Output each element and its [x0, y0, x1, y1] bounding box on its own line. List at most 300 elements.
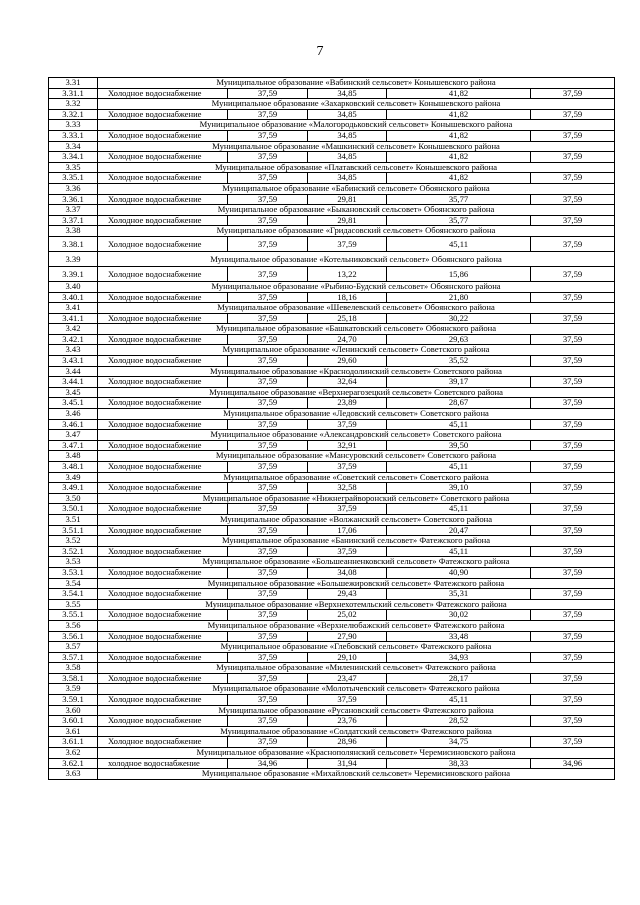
row-number: 3.59.1 — [49, 695, 98, 706]
table-row — [49, 266, 615, 281]
service-name: Холодное водоснабжение — [98, 356, 228, 367]
municipality-title: Муниципальное образование «Мансуровский сельсовет» Советского района — [98, 451, 615, 462]
table-row — [49, 313, 615, 324]
table-row — [49, 758, 615, 769]
municipality-title: Муниципальное образование «Бабинский сельсовет» Обоянского района — [98, 183, 615, 194]
row-number: 3.51 — [49, 514, 98, 525]
tariff-value-1: 37,59 — [228, 292, 308, 303]
tariff-value-4: 37,59 — [531, 194, 615, 205]
row-number: 3.60.1 — [49, 716, 98, 727]
tariff-value-4: 37,59 — [531, 462, 615, 473]
row-number: 3.33 — [49, 120, 98, 131]
section-header-row — [49, 183, 615, 194]
row-number: 3.44 — [49, 366, 98, 377]
municipality-title: Муниципальное образование «Верхнехотемльский сельсовет» Фатежского района — [98, 599, 615, 610]
row-number: 3.34 — [49, 141, 98, 152]
tariff-value-1: 37,59 — [228, 266, 308, 281]
table-row — [49, 173, 615, 184]
row-number: 3.56.1 — [49, 631, 98, 642]
tariff-value-4: 37,59 — [531, 334, 615, 345]
municipality-title: Муниципальное образование «Банинский сельсовет» Фатежского района — [98, 536, 615, 547]
tariff-value-2: 28,96 — [308, 737, 387, 748]
row-number: 3.44.1 — [49, 377, 98, 388]
row-number: 3.54 — [49, 578, 98, 589]
row-number: 3.53 — [49, 557, 98, 568]
tariff-value-3: 41,82 — [387, 152, 531, 163]
tariff-value-3: 28,67 — [387, 398, 531, 409]
tariff-value-2: 37,59 — [308, 546, 387, 557]
municipality-title: Муниципальное образование «Шевелевский сельсовет» Обоянского района — [98, 303, 615, 314]
section-header-row — [49, 536, 615, 547]
tariff-value-3: 41,82 — [387, 173, 531, 184]
tariff-value-4: 37,59 — [531, 737, 615, 748]
tariff-value-1: 37,59 — [228, 440, 308, 451]
municipality-title: Муниципальное образование «Русановский сельсовет» Фатежского района — [98, 705, 615, 716]
tariff-value-3: 33,48 — [387, 631, 531, 642]
row-number: 3.39 — [49, 251, 98, 266]
tariff-value-1: 37,59 — [228, 525, 308, 536]
tariff-value-4: 34,96 — [531, 758, 615, 769]
row-number: 3.62 — [49, 748, 98, 759]
tariff-value-2: 37,59 — [308, 504, 387, 515]
tariff-value-1: 37,59 — [228, 152, 308, 163]
tariff-value-1: 37,59 — [228, 673, 308, 684]
row-number: 3.58 — [49, 663, 98, 674]
tariff-value-2: 31,94 — [308, 758, 387, 769]
tariff-value-3: 40,90 — [387, 567, 531, 578]
table-row — [49, 356, 615, 367]
service-name: Холодное водоснабжение — [98, 483, 228, 494]
municipality-title: Муниципальное образование «Глебовский сельсовет» Фатежского района — [98, 642, 615, 653]
tariff-value-4: 37,59 — [531, 440, 615, 451]
tariff-value-1: 37,59 — [228, 236, 308, 251]
municipality-title: Муниципальное образование «Ледовский сельсовет» Советского района — [98, 409, 615, 420]
section-header-row — [49, 303, 615, 314]
service-name: Холодное водоснабжение — [98, 313, 228, 324]
tariff-value-1: 34,96 — [228, 758, 308, 769]
tariff-value-1: 37,59 — [228, 462, 308, 473]
section-header-row — [49, 324, 615, 335]
municipality-title: Муниципальное образование «Молотычевский сельсовет» Фатежского района — [98, 684, 615, 695]
row-number: 3.37 — [49, 205, 98, 216]
tariff-value-1: 37,59 — [228, 215, 308, 226]
row-number: 3.50 — [49, 493, 98, 504]
row-number: 3.52 — [49, 536, 98, 547]
tariff-value-2: 29,81 — [308, 194, 387, 205]
service-name: Холодное водоснабжение — [98, 130, 228, 141]
service-name: Холодное водоснабжение — [98, 292, 228, 303]
tariff-value-1: 37,59 — [228, 567, 308, 578]
row-number: 3.49 — [49, 472, 98, 483]
section-header-row — [49, 493, 615, 504]
row-number: 3.48.1 — [49, 462, 98, 473]
section-header-row — [49, 120, 615, 131]
tariff-value-1: 37,59 — [228, 88, 308, 99]
tariff-value-1: 37,59 — [228, 483, 308, 494]
tariff-value-2: 34,85 — [308, 130, 387, 141]
tariff-value-1: 37,59 — [228, 589, 308, 600]
table-row — [49, 130, 615, 141]
row-number: 3.38 — [49, 226, 98, 237]
table-row — [49, 334, 615, 345]
municipality-title: Муниципальное образование «Ленинский сельсовет» Советского района — [98, 345, 615, 356]
row-number: 3.61 — [49, 726, 98, 737]
row-number: 3.45 — [49, 387, 98, 398]
table-row — [49, 440, 615, 451]
tariff-value-3: 21,80 — [387, 292, 531, 303]
tariff-value-3: 20,47 — [387, 525, 531, 536]
row-number: 3.45.1 — [49, 398, 98, 409]
row-number: 3.46.1 — [49, 419, 98, 430]
service-name: Холодное водоснабжение — [98, 173, 228, 184]
tariff-value-1: 37,59 — [228, 356, 308, 367]
tariff-value-4: 37,59 — [531, 631, 615, 642]
service-name: Холодное водоснабжение — [98, 546, 228, 557]
municipality-title: Муниципальное образование «Большежировский сельсовет» Фатежского района — [98, 578, 615, 589]
row-number: 3.55 — [49, 599, 98, 610]
tariff-value-1: 37,59 — [228, 398, 308, 409]
tariff-value-2: 23,47 — [308, 673, 387, 684]
service-name: Холодное водоснабжение — [98, 109, 228, 120]
row-number: 3.36.1 — [49, 194, 98, 205]
row-number: 3.47.1 — [49, 440, 98, 451]
tariff-value-4: 37,59 — [531, 504, 615, 515]
row-number: 3.35.1 — [49, 173, 98, 184]
row-number: 3.47 — [49, 430, 98, 441]
section-header-row — [49, 430, 615, 441]
row-number: 3.41.1 — [49, 313, 98, 324]
municipality-title: Муниципальное образование «Платавский сельсовет» Конышевского района — [98, 162, 615, 173]
tariff-value-2: 34,85 — [308, 109, 387, 120]
row-number: 3.52.1 — [49, 546, 98, 557]
municipality-title: Муниципальное образование «Краснодолинский сельсовет» Советского района — [98, 366, 615, 377]
table-row — [49, 695, 615, 706]
row-number: 3.43 — [49, 345, 98, 356]
row-number: 3.32.1 — [49, 109, 98, 120]
section-header-row — [49, 642, 615, 653]
row-number: 3.63 — [49, 769, 98, 780]
row-number: 3.57.1 — [49, 652, 98, 663]
section-header-row — [49, 663, 615, 674]
municipality-title: Муниципальное образование «Башкатовский сельсовет» Обоянского района — [98, 324, 615, 335]
section-header-row — [49, 409, 615, 420]
service-name: Холодное водоснабжение — [98, 377, 228, 388]
section-header-row — [49, 599, 615, 610]
tariff-value-3: 38,33 — [387, 758, 531, 769]
tariff-value-2: 37,59 — [308, 462, 387, 473]
municipality-title: Муниципальное образование «Миленинский сельсовет» Фатежского района — [98, 663, 615, 674]
tariff-value-4: 37,59 — [531, 546, 615, 557]
tariff-value-4: 37,59 — [531, 673, 615, 684]
row-number: 3.46 — [49, 409, 98, 420]
row-number: 3.59 — [49, 684, 98, 695]
municipality-title: Муниципальное образование «Верхнелюбажский сельсовет» Фатежского района — [98, 620, 615, 631]
service-name: Холодное водоснабжение — [98, 266, 228, 281]
table-row — [49, 504, 615, 515]
tariff-value-2: 25,18 — [308, 313, 387, 324]
row-number: 3.50.1 — [49, 504, 98, 515]
section-header-row — [49, 226, 615, 237]
tariff-value-2: 32,58 — [308, 483, 387, 494]
municipality-title: Муниципальное образование «Советский сельсовет» Советского района — [98, 472, 615, 483]
tariff-value-3: 39,10 — [387, 483, 531, 494]
row-number: 3.31.1 — [49, 88, 98, 99]
section-header-row — [49, 141, 615, 152]
row-number: 3.34.1 — [49, 152, 98, 163]
tariff-value-4: 37,59 — [531, 292, 615, 303]
tariff-value-3: 39,17 — [387, 377, 531, 388]
tariff-value-4: 37,59 — [531, 356, 615, 367]
tariff-value-3: 34,75 — [387, 737, 531, 748]
row-number: 3.39.1 — [49, 266, 98, 281]
tariff-value-3: 45,11 — [387, 419, 531, 430]
tariff-value-2: 37,59 — [308, 236, 387, 251]
tariff-value-4: 37,59 — [531, 173, 615, 184]
row-number: 3.42.1 — [49, 334, 98, 345]
tariff-value-3: 34,93 — [387, 652, 531, 663]
tariff-value-2: 24,70 — [308, 334, 387, 345]
municipality-title: Муниципальное образование «Вабинский сельсовет» Конышевского района — [98, 78, 615, 89]
table-row — [49, 673, 615, 684]
tariff-value-1: 37,59 — [228, 737, 308, 748]
service-name: холодное водоснабжение — [98, 758, 228, 769]
tariff-value-2: 25,02 — [308, 610, 387, 621]
municipality-title: Муниципальное образование «Краснополянский сельсовет» Черемисиновского района — [98, 748, 615, 759]
table-row — [49, 236, 615, 251]
tariff-value-3: 35,77 — [387, 215, 531, 226]
row-number: 3.49.1 — [49, 483, 98, 494]
section-header-row — [49, 514, 615, 525]
section-header-row — [49, 345, 615, 356]
municipality-title: Муниципальное образование «Волжанский сельсовет» Советского района — [98, 514, 615, 525]
tariff-table — [48, 77, 615, 780]
municipality-title: Муниципальное образование «Солдатский сельсовет» Фатежского района — [98, 726, 615, 737]
tariff-value-4: 37,59 — [531, 483, 615, 494]
tariff-value-1: 37,59 — [228, 334, 308, 345]
table-row — [49, 215, 615, 226]
row-number: 3.58.1 — [49, 673, 98, 684]
section-header-row — [49, 387, 615, 398]
row-number: 3.60 — [49, 705, 98, 716]
tariff-value-1: 37,59 — [228, 130, 308, 141]
tariff-value-1: 37,59 — [228, 194, 308, 205]
service-name: Холодное водоснабжение — [98, 631, 228, 642]
tariff-value-2: 23,76 — [308, 716, 387, 727]
service-name: Холодное водоснабжение — [98, 419, 228, 430]
tariff-value-2: 37,59 — [308, 695, 387, 706]
service-name: Холодное водоснабжение — [98, 194, 228, 205]
municipality-title: Муниципальное образование «Машкинский сельсовет» Конышевского района — [98, 141, 615, 152]
row-number: 3.55.1 — [49, 610, 98, 621]
tariff-value-1: 37,59 — [228, 313, 308, 324]
municipality-title: Муниципальное образование «Захарковский сельсовет» Конышевского района — [98, 99, 615, 110]
row-number: 3.32 — [49, 99, 98, 110]
table-row — [49, 152, 615, 163]
tariff-value-4: 37,59 — [531, 130, 615, 141]
tariff-value-1: 37,59 — [228, 109, 308, 120]
section-header-row — [49, 251, 615, 266]
service-name: Холодное водоснабжение — [98, 589, 228, 600]
tariff-value-1: 37,59 — [228, 419, 308, 430]
section-header-row — [49, 748, 615, 759]
section-header-row — [49, 769, 615, 780]
row-number: 3.41 — [49, 303, 98, 314]
table-row — [49, 194, 615, 205]
section-header-row — [49, 705, 615, 716]
tariff-value-3: 45,11 — [387, 462, 531, 473]
tariff-value-4: 37,59 — [531, 266, 615, 281]
section-header-row — [49, 451, 615, 462]
table-row — [49, 525, 615, 536]
municipality-title: Муниципальное образование «Верхнерагозецкий сельсовет» Советского района — [98, 387, 615, 398]
tariff-value-1: 37,59 — [228, 695, 308, 706]
municipality-title: Муниципальное образование «Гридасовский сельсовет» Обоянского района — [98, 226, 615, 237]
tariff-value-2: 37,59 — [308, 419, 387, 430]
service-name: Холодное водоснабжение — [98, 610, 228, 621]
service-name: Холодное водоснабжение — [98, 462, 228, 473]
tariff-value-3: 30,02 — [387, 610, 531, 621]
section-header-row — [49, 99, 615, 110]
tariff-value-2: 29,43 — [308, 589, 387, 600]
tariff-value-2: 34,85 — [308, 88, 387, 99]
tariff-value-4: 37,59 — [531, 525, 615, 536]
row-number: 3.36 — [49, 183, 98, 194]
tariff-value-4: 37,59 — [531, 152, 615, 163]
tariff-value-2: 29,10 — [308, 652, 387, 663]
municipality-title: Муниципальное образование «Рыбино-Будский сельсовет» Обоянского района — [98, 281, 615, 292]
service-name: Холодное водоснабжение — [98, 504, 228, 515]
tariff-value-2: 29,60 — [308, 356, 387, 367]
tariff-value-4: 37,59 — [531, 589, 615, 600]
service-name: Холодное водоснабжение — [98, 334, 228, 345]
row-number: 3.35 — [49, 162, 98, 173]
tariff-value-3: 29,63 — [387, 334, 531, 345]
section-header-row — [49, 205, 615, 216]
table-row — [49, 419, 615, 430]
table-row — [49, 737, 615, 748]
row-number: 3.37.1 — [49, 215, 98, 226]
table-row — [49, 483, 615, 494]
section-header-row — [49, 281, 615, 292]
tariff-value-2: 13,22 — [308, 266, 387, 281]
tariff-value-1: 37,59 — [228, 377, 308, 388]
tariff-value-4: 37,59 — [531, 313, 615, 324]
table-row — [49, 462, 615, 473]
tariff-value-3: 15,86 — [387, 266, 531, 281]
table-row — [49, 652, 615, 663]
service-name: Холодное водоснабжение — [98, 673, 228, 684]
tariff-value-1: 37,59 — [228, 716, 308, 727]
service-name: Холодное водоснабжение — [98, 695, 228, 706]
service-name: Холодное водоснабжение — [98, 152, 228, 163]
tariff-value-1: 37,59 — [228, 652, 308, 663]
tariff-value-1: 37,59 — [228, 546, 308, 557]
row-number: 3.51.1 — [49, 525, 98, 536]
section-header-row — [49, 620, 615, 631]
tariff-value-2: 29,81 — [308, 215, 387, 226]
row-number: 3.56 — [49, 620, 98, 631]
section-header-row — [49, 162, 615, 173]
service-name: Холодное водоснабжение — [98, 215, 228, 226]
tariff-value-4: 37,59 — [531, 215, 615, 226]
service-name: Холодное водоснабжение — [98, 737, 228, 748]
tariff-value-3: 35,77 — [387, 194, 531, 205]
tariff-value-3: 35,52 — [387, 356, 531, 367]
tariff-value-3: 28,17 — [387, 673, 531, 684]
tariff-value-2: 32,91 — [308, 440, 387, 451]
section-header-row — [49, 684, 615, 695]
tariff-value-3: 41,82 — [387, 109, 531, 120]
tariff-value-3: 39,50 — [387, 440, 531, 451]
section-header-row — [49, 366, 615, 377]
tariff-value-2: 34,85 — [308, 173, 387, 184]
tariff-value-4: 37,59 — [531, 567, 615, 578]
tariff-value-3: 35,31 — [387, 589, 531, 600]
service-name: Холодное водоснабжение — [98, 652, 228, 663]
tariff-value-2: 18,16 — [308, 292, 387, 303]
tariff-value-3: 28,52 — [387, 716, 531, 727]
section-header-row — [49, 578, 615, 589]
row-number: 3.31 — [49, 78, 98, 89]
tariff-value-4: 37,59 — [531, 398, 615, 409]
tariff-value-3: 45,11 — [387, 695, 531, 706]
tariff-value-4: 37,59 — [531, 716, 615, 727]
service-name: Холодное водоснабжение — [98, 440, 228, 451]
tariff-value-2: 23,89 — [308, 398, 387, 409]
row-number: 3.53.1 — [49, 567, 98, 578]
table-row — [49, 589, 615, 600]
service-name: Холодное водоснабжение — [98, 525, 228, 536]
row-number: 3.62.1 — [49, 758, 98, 769]
tariff-value-4: 37,59 — [531, 695, 615, 706]
service-name: Холодное водоснабжение — [98, 236, 228, 251]
tariff-value-1: 37,59 — [228, 504, 308, 515]
tariff-value-1: 37,59 — [228, 173, 308, 184]
row-number: 3.40 — [49, 281, 98, 292]
tariff-value-4: 37,59 — [531, 236, 615, 251]
section-header-row — [49, 557, 615, 568]
tariff-value-3: 41,82 — [387, 130, 531, 141]
service-name: Холодное водоснабжение — [98, 88, 228, 99]
municipality-title: Муниципальное образование «Михайловский сельсовет» Черемисиновского района — [98, 769, 615, 780]
service-name: Холодное водоснабжение — [98, 398, 228, 409]
table-row — [49, 377, 615, 388]
tariff-value-2: 27,90 — [308, 631, 387, 642]
table-row — [49, 398, 615, 409]
service-name: Холодное водоснабжение — [98, 716, 228, 727]
row-number: 3.40.1 — [49, 292, 98, 303]
service-name: Холодное водоснабжение — [98, 567, 228, 578]
tariff-value-3: 41,82 — [387, 88, 531, 99]
municipality-title: Муниципальное образование «Нижнеграйворонский сельсовет» Советского района — [98, 493, 615, 504]
row-number: 3.38.1 — [49, 236, 98, 251]
tariff-value-1: 37,59 — [228, 610, 308, 621]
tariff-value-4: 37,59 — [531, 419, 615, 430]
row-number: 3.43.1 — [49, 356, 98, 367]
tariff-value-2: 17,06 — [308, 525, 387, 536]
tariff-value-4: 37,59 — [531, 88, 615, 99]
municipality-title: Муниципальное образование «Александровский сельсовет» Советского района — [98, 430, 615, 441]
table-row — [49, 610, 615, 621]
tariff-value-4: 37,59 — [531, 610, 615, 621]
tariff-value-4: 37,59 — [531, 652, 615, 663]
municipality-title: Муниципальное образование «Большеанненковский сельсовет» Фатежского района — [98, 557, 615, 568]
tariff-value-3: 30,22 — [387, 313, 531, 324]
table-row — [49, 88, 615, 99]
table-row — [49, 716, 615, 727]
table-row — [49, 631, 615, 642]
tariff-value-2: 34,08 — [308, 567, 387, 578]
